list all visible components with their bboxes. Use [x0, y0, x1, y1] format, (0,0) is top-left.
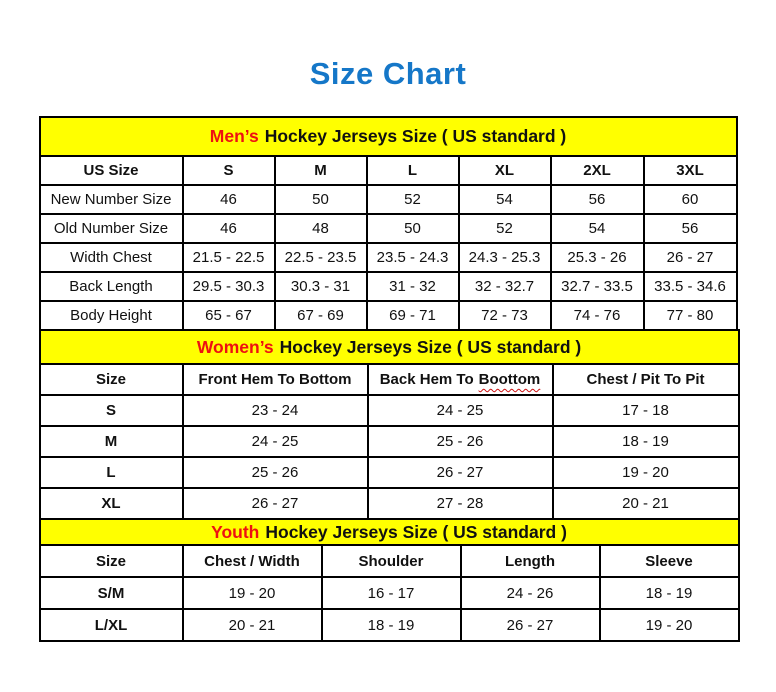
size-value-cell: 46 — [183, 214, 275, 243]
table-row — [40, 214, 737, 243]
table-row — [40, 609, 739, 641]
row-label: L — [40, 457, 183, 488]
youth-column-header-row — [40, 545, 739, 577]
size-value-cell: 19 - 20 — [183, 577, 322, 609]
size-value-cell: 20 - 21 — [553, 488, 739, 519]
column-header: L — [367, 156, 459, 185]
column-header: 2XL — [551, 156, 644, 185]
size-value-cell: 24 - 26 — [461, 577, 600, 609]
row-label: S/M — [40, 577, 183, 609]
size-value-cell: 77 - 80 — [644, 301, 737, 330]
table-row — [40, 577, 739, 609]
row-label: S — [40, 395, 183, 426]
size-value-cell: 67 - 69 — [275, 301, 367, 330]
size-value-cell: 21.5 - 22.5 — [183, 243, 275, 272]
size-value-cell: 29.5 - 30.3 — [183, 272, 275, 301]
size-value-cell: 22.5 - 23.5 — [275, 243, 367, 272]
size-value-cell: 46 — [183, 185, 275, 214]
mens-section-title: Hockey Jerseys Size ( US standard ) — [264, 126, 567, 146]
mens-section-header — [40, 117, 737, 156]
size-value-cell: 19 - 20 — [600, 609, 739, 641]
size-value-cell: 32.7 - 33.5 — [551, 272, 644, 301]
misspelled-word: Boottom — [478, 371, 541, 388]
size-value-cell: 50 — [367, 214, 459, 243]
size-value-cell: 72 - 73 — [459, 301, 551, 330]
table-row — [40, 243, 737, 272]
row-label: Body Height — [40, 301, 183, 330]
mens-size-table — [39, 116, 738, 331]
column-header: XL — [459, 156, 551, 185]
column-header: M — [275, 156, 367, 185]
mens-section-highlight: Men’s — [209, 126, 259, 146]
table-row — [40, 185, 737, 214]
column-header: Front Hem To Bottom — [183, 364, 368, 395]
size-value-cell: 26 - 27 — [644, 243, 737, 272]
womens-section-title: Hockey Jerseys Size ( US standard ) — [279, 336, 582, 357]
womens-section-header-row — [40, 330, 739, 364]
size-value-cell: 54 — [551, 214, 644, 243]
size-value-cell: 25 - 26 — [368, 426, 553, 457]
size-value-cell: 17 - 18 — [553, 395, 739, 426]
size-chart-tables — [39, 116, 738, 642]
size-value-cell: 20 - 21 — [183, 609, 322, 641]
size-value-cell: 33.5 - 34.6 — [644, 272, 737, 301]
youth-section-highlight: Youth — [211, 521, 260, 542]
youth-section-header-row — [40, 519, 739, 545]
column-header: Chest / Pit To Pit — [553, 364, 739, 395]
mens-section-header-row — [40, 117, 737, 156]
womens-section-highlight: Women’s — [196, 336, 274, 357]
size-value-cell: 60 — [644, 185, 737, 214]
size-value-cell: 69 - 71 — [367, 301, 459, 330]
column-header: Sleeve — [600, 545, 739, 577]
column-header: Length — [461, 545, 600, 577]
row-label: Old Number Size — [40, 214, 183, 243]
size-value-cell: 26 - 27 — [368, 457, 553, 488]
size-value-cell: 25.3 - 26 — [551, 243, 644, 272]
size-value-cell: 56 — [551, 185, 644, 214]
size-value-cell: 18 - 19 — [553, 426, 739, 457]
row-label: Width Chest — [40, 243, 183, 272]
column-header: Size — [40, 364, 183, 395]
table-row — [40, 395, 739, 426]
size-value-cell: 18 - 19 — [322, 609, 461, 641]
row-label: M — [40, 426, 183, 457]
column-header: 3XL — [644, 156, 737, 185]
size-value-cell: 16 - 17 — [322, 577, 461, 609]
size-value-cell: 30.3 - 31 — [275, 272, 367, 301]
mens-column-header-row — [40, 156, 737, 185]
page-title: Size Chart — [309, 56, 467, 91]
table-row — [40, 301, 737, 330]
womens-section-header — [40, 330, 739, 364]
womens-column-header-row — [40, 364, 739, 395]
row-label: L/XL — [40, 609, 183, 641]
column-header: US Size — [40, 156, 183, 185]
column-header-text: Back Hem To — [379, 371, 474, 388]
table-row — [40, 272, 737, 301]
size-value-cell: 27 - 28 — [368, 488, 553, 519]
table-row — [40, 488, 739, 519]
column-header — [368, 364, 553, 395]
column-header: Chest / Width — [183, 545, 322, 577]
youth-section-title: Hockey Jerseys Size ( US standard ) — [265, 521, 567, 542]
size-value-cell: 48 — [275, 214, 367, 243]
womens-size-table — [39, 329, 740, 520]
row-label: XL — [40, 488, 183, 519]
column-header: Shoulder — [322, 545, 461, 577]
row-label: Back Length — [40, 272, 183, 301]
size-value-cell: 26 - 27 — [461, 609, 600, 641]
youth-size-table — [39, 518, 740, 642]
column-header: Size — [40, 545, 183, 577]
size-value-cell: 24 - 25 — [183, 426, 368, 457]
size-value-cell: 25 - 26 — [183, 457, 368, 488]
row-label: New Number Size — [40, 185, 183, 214]
size-value-cell: 23.5 - 24.3 — [367, 243, 459, 272]
size-value-cell: 24 - 25 — [368, 395, 553, 426]
size-value-cell: 56 — [644, 214, 737, 243]
table-row — [40, 457, 739, 488]
size-value-cell: 50 — [275, 185, 367, 214]
size-value-cell: 18 - 19 — [600, 577, 739, 609]
size-value-cell: 31 - 32 — [367, 272, 459, 301]
column-header: S — [183, 156, 275, 185]
size-value-cell: 24.3 - 25.3 — [459, 243, 551, 272]
size-value-cell: 52 — [367, 185, 459, 214]
size-value-cell: 26 - 27 — [183, 488, 368, 519]
size-value-cell: 32 - 32.7 — [459, 272, 551, 301]
youth-section-header — [40, 519, 739, 545]
table-row — [40, 426, 739, 457]
size-value-cell: 19 - 20 — [553, 457, 739, 488]
size-value-cell: 54 — [459, 185, 551, 214]
size-value-cell: 52 — [459, 214, 551, 243]
size-value-cell: 74 - 76 — [551, 301, 644, 330]
size-value-cell: 23 - 24 — [183, 395, 368, 426]
size-value-cell: 65 - 67 — [183, 301, 275, 330]
